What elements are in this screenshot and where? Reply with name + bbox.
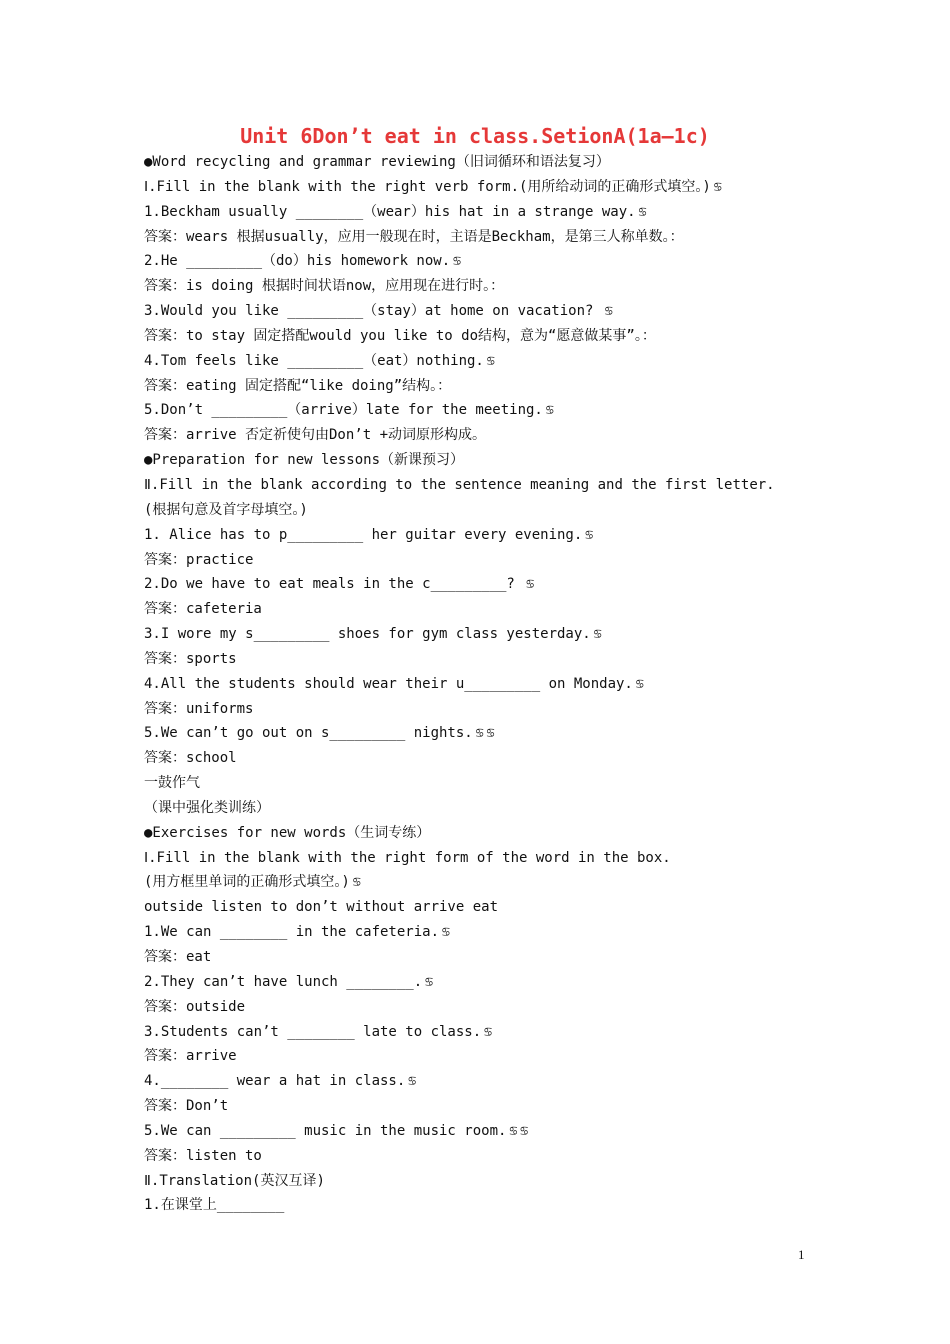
text-line <box>144 597 824 622</box>
scribble-mark-icon: ♋ <box>425 974 433 990</box>
line-text: 答案：school <box>144 750 237 767</box>
text-line <box>144 349 824 374</box>
line-text: 2.He _________（do）his homework now. <box>144 253 451 270</box>
text-line <box>144 1169 824 1194</box>
line-text: Ⅰ.Fill in the blank with the right form of the word in the box. <box>144 849 671 866</box>
scribble-mark-icon: ♋ <box>442 925 450 941</box>
line-text: 1. Alice has to p_________ her guitar every evening. <box>144 526 583 543</box>
line-text: 一鼓作气 <box>144 775 200 792</box>
line-text: 1.We can ________ in the cafeteria. <box>144 924 440 941</box>
scribble-mark-icon: ♋ <box>638 204 647 220</box>
scribble-mark-icon: ♋ <box>486 353 495 369</box>
scribble-mark-icon: ♋ <box>486 726 495 742</box>
line-text: 答案：Don’t <box>144 1098 229 1115</box>
text-line <box>144 970 824 995</box>
document-body <box>144 150 824 1218</box>
text-line <box>144 200 824 225</box>
scribble-mark-icon: ♋ <box>475 726 484 742</box>
line-text: ●Preparation for new lessons（新课预习） <box>144 452 465 469</box>
text-line <box>144 870 824 895</box>
text-line <box>144 796 824 821</box>
scribble-mark-icon: ♋ <box>593 627 602 643</box>
page-number: 1 <box>798 1247 805 1262</box>
line-text: 答案：eating 固定搭配“like doing”结构。： <box>144 377 452 394</box>
text-line <box>144 821 824 846</box>
text-line <box>144 572 824 597</box>
scribble-mark-icon: ♋ <box>520 1123 529 1139</box>
line-text: 答案：uniforms <box>144 700 254 717</box>
line-text: 答案：eat <box>144 949 212 965</box>
text-line <box>144 448 824 473</box>
text-line <box>144 274 824 299</box>
text-line <box>144 1020 824 1045</box>
line-text: ●Word recycling and grammar reviewing（旧词循环和语法复习） <box>144 154 610 170</box>
text-line <box>144 647 824 672</box>
line-text: 答案：practice <box>144 551 254 568</box>
line-text: 5.We can’t go out on s_________ nights. <box>144 725 473 742</box>
line-text: 4.Tom feels like _________（eat）nothing. <box>144 352 484 369</box>
text-line <box>144 1094 824 1119</box>
text-line <box>144 523 824 548</box>
line-text: 3.Students can’t ________ late to class. <box>144 1023 482 1040</box>
line-text: 答案：sports <box>144 650 237 667</box>
text-line <box>144 423 824 448</box>
text-line <box>144 672 824 697</box>
line-text: （课中强化类训练） <box>144 799 270 816</box>
text-line <box>144 1044 824 1069</box>
scribble-mark-icon: ♋ <box>604 304 613 320</box>
line-text: 答案：wears 根据usually，应用一般现在时，主语是Beckham，是第三人称单数。： <box>144 228 684 245</box>
line-text: 3.I wore my s_________ shoes for gym class yesterday. <box>144 626 591 643</box>
line-text: 5.Don’t _________（arrive）late for the meeting. <box>144 402 543 419</box>
text-line <box>144 746 824 771</box>
scribble-mark-icon: ♋ <box>545 403 554 419</box>
line-text: 答案：arrive 否定祈使句由Don’t +动词原形构成。 <box>144 427 487 444</box>
text-line <box>144 225 824 250</box>
text-line <box>144 473 824 498</box>
line-text: (用方框里单词的正确形式填空。) <box>144 874 350 891</box>
line-text: 1.Beckham usually ________（wear）his hat in a strange way. <box>144 203 636 220</box>
line-text: ●Exercises for new words（生词专练） <box>144 824 431 841</box>
text-line <box>144 398 824 423</box>
text-line <box>144 945 824 970</box>
document-title: Unit 6Don’t eat in class.SetionA(1a—1c) <box>240 124 710 148</box>
text-line <box>144 548 824 573</box>
scribble-mark-icon: ♋ <box>352 875 361 891</box>
line-text: 答案：is doing 根据时间状语now，应用现在进行时。： <box>144 278 505 295</box>
line-text: 4.________ wear a hat in class. <box>144 1073 406 1090</box>
text-line <box>144 1069 824 1094</box>
scribble-mark-icon: ♋ <box>635 676 644 692</box>
text-line <box>144 920 824 945</box>
line-text: 答案：listen to <box>144 1147 262 1164</box>
line-text: 答案：arrive <box>144 1048 237 1065</box>
scribble-mark-icon: ♋ <box>585 527 594 543</box>
line-text: 2.Do we have to eat meals in the c_________? <box>144 576 524 593</box>
text-line <box>144 771 824 796</box>
line-text: 1.在课堂上________ <box>144 1197 285 1214</box>
line-text: (根据句意及首字母填空。) <box>144 501 308 518</box>
text-line <box>144 150 824 175</box>
line-text: Ⅱ.Fill in the blank according to the sentence meaning and the first letter. <box>144 476 775 493</box>
text-line <box>144 324 824 349</box>
text-line <box>144 846 824 871</box>
scribble-mark-icon: ♋ <box>408 1074 417 1090</box>
line-text: Ⅱ.Translation(英汉互译) <box>144 1172 325 1189</box>
scribble-mark-icon: ♋ <box>526 577 535 593</box>
text-line <box>144 995 824 1020</box>
text-line <box>144 1144 824 1169</box>
text-line <box>144 721 824 746</box>
text-line <box>144 374 824 399</box>
line-text: Ⅰ.Fill in the blank with the right verb form.(用所给动词的正确形式填空。) <box>144 178 711 195</box>
text-line <box>144 622 824 647</box>
text-line <box>144 249 824 274</box>
line-text: 3.Would you like _________（stay）at home on vacation? <box>144 303 602 320</box>
line-text: 答案：cafeteria <box>144 601 262 618</box>
text-line <box>144 1193 824 1218</box>
text-line <box>144 697 824 722</box>
line-text: 答案：to stay 固定搭配would you like to do结构，意为“愿意做某事”。： <box>144 327 656 344</box>
text-line <box>144 1119 824 1144</box>
text-line <box>144 895 824 920</box>
text-line <box>144 299 824 324</box>
scribble-mark-icon: ♋ <box>713 179 722 195</box>
line-text: 4.All the students should wear their u_________ on Monday. <box>144 675 633 692</box>
text-line <box>144 175 824 200</box>
line-text: 2.They can’t have lunch ________. <box>144 973 423 990</box>
line-text: outside listen to don’t without arrive eat <box>144 899 499 916</box>
scribble-mark-icon: ♋ <box>453 254 461 270</box>
scribble-mark-icon: ♋ <box>509 1123 518 1139</box>
line-text: 5.We can _________ music in the music room. <box>144 1122 507 1139</box>
line-text: 答案：outside <box>144 998 246 1015</box>
text-line <box>144 498 824 523</box>
scribble-mark-icon: ♋ <box>484 1024 492 1040</box>
